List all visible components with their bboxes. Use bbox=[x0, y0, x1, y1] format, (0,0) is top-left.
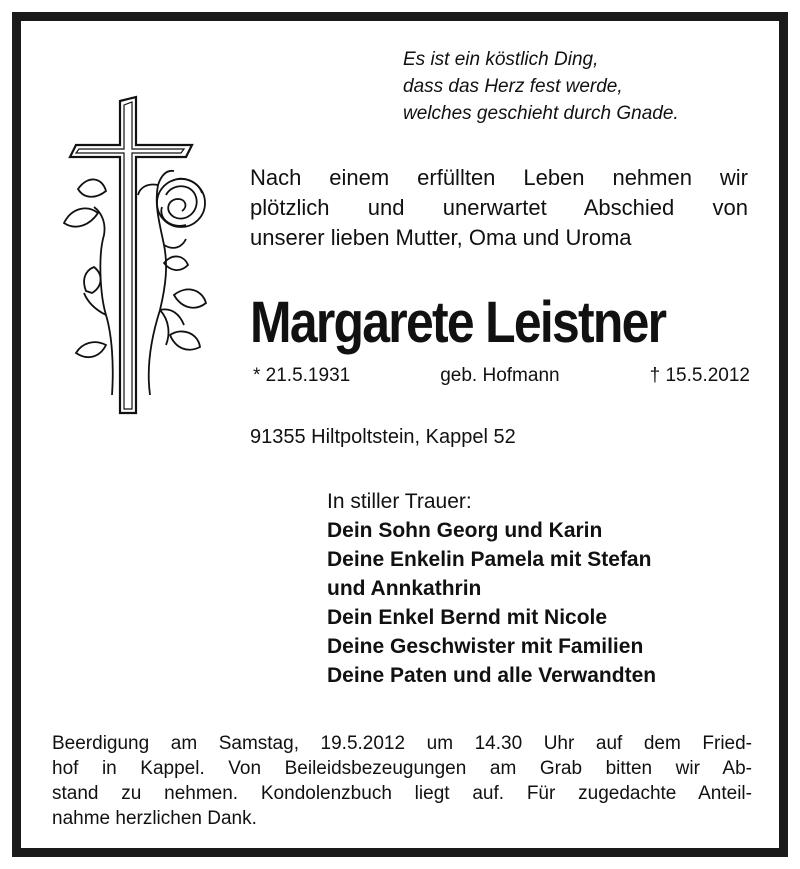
mourner-line: und Annkathrin bbox=[327, 577, 482, 600]
funeral-line: nahme herzlichen Dank. bbox=[52, 808, 257, 829]
cross-with-rose-icon bbox=[54, 95, 224, 420]
mourner-line: Deine Paten und alle Verwandten bbox=[327, 664, 657, 687]
intro-line: plötzlich und unerwartet Abschied von bbox=[250, 195, 748, 220]
motto-line: welches geschieht durch Gnade. bbox=[403, 103, 679, 124]
life-dates bbox=[253, 365, 750, 387]
mourner-line: Deine Geschwister mit Familien bbox=[327, 635, 644, 658]
mourners-heading: In stiller Trauer: bbox=[327, 490, 472, 513]
motto-verse bbox=[403, 46, 763, 127]
intro-line: Nach einem erfüllten Leben nehmen wir bbox=[250, 165, 748, 190]
motto-line: Es ist ein köstlich Ding, bbox=[403, 49, 599, 70]
funeral-line: hof in Kappel. Von Beileidsbezeugungen am Grab bitten wir Ab- bbox=[52, 758, 752, 779]
address: 91355 Hiltpoltstein, Kappel 52 bbox=[250, 426, 516, 448]
mourner-line: Deine Enkelin Pamela mit Stefan bbox=[327, 548, 652, 571]
death-date: † 15.5.2012 bbox=[649, 365, 750, 386]
intro-text bbox=[250, 163, 748, 253]
motto-line: dass das Herz fest werde, bbox=[403, 76, 623, 97]
birth-date: * 21.5.1931 bbox=[253, 365, 351, 386]
mourners-list bbox=[327, 487, 656, 690]
mourner-line: Dein Enkel Bernd mit Nicole bbox=[327, 606, 608, 629]
maiden-name: geb. Hofmann bbox=[440, 365, 560, 386]
funeral-line: Beerdigung am Samstag, 19.5.2012 um 14.30 Uhr auf dem Fried- bbox=[52, 733, 752, 754]
mourner-line: Dein Sohn Georg und Karin bbox=[327, 519, 603, 542]
funeral-line: stand zu nehmen. Kondolenzbuch liegt auf. Für zugedachte Anteil- bbox=[52, 783, 752, 804]
intro-line: unserer lieben Mutter, Oma und Uroma bbox=[250, 225, 632, 250]
deceased-name: Margarete Leistner bbox=[250, 290, 666, 355]
funeral-notice bbox=[52, 731, 752, 831]
